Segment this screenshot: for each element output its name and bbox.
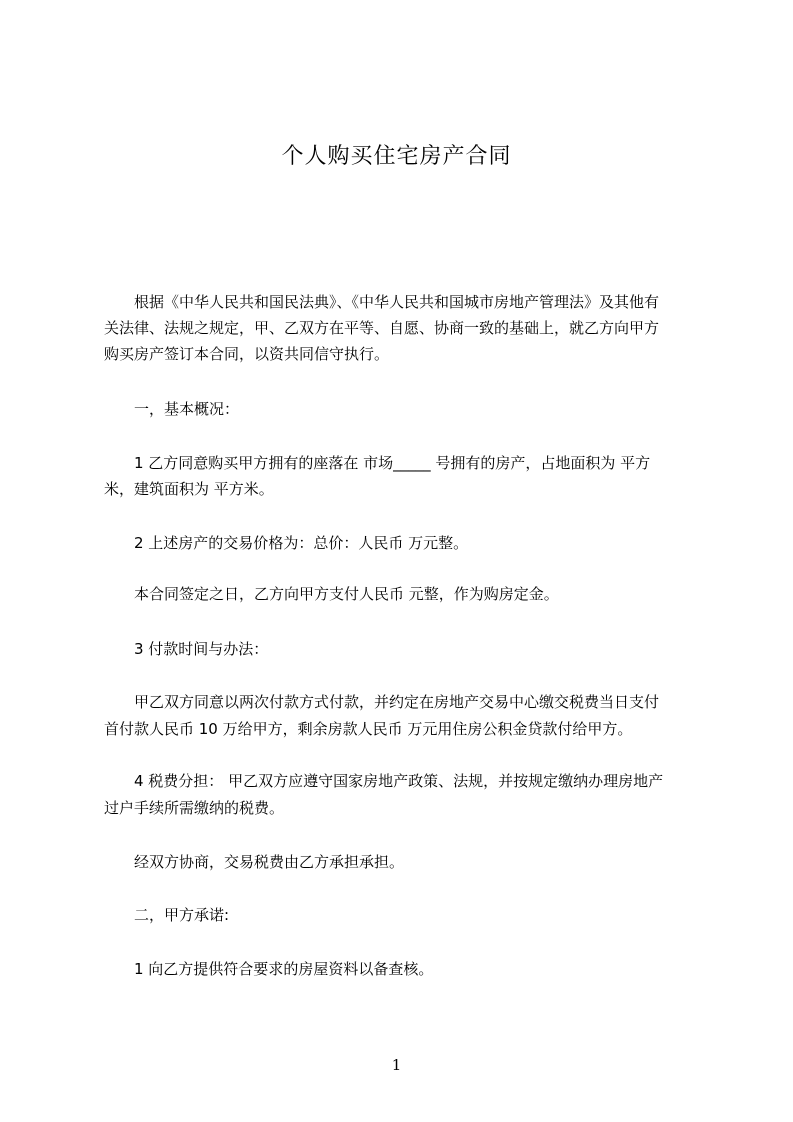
clause-4-line-2: 过户手续所需缴纳的税费。 <box>104 799 285 817</box>
clause-3-line-2: 首付款人民币 10 万给甲方，剩余房款人民币 万元用住房公积金贷款付给甲方。 <box>104 720 633 738</box>
clause-4-line-1: 4 税费分担： 甲乙双方应遵守国家房地产政策、法规，并按规定缴纳办理房地产 <box>104 772 664 790</box>
document-title: 个人购买住宅房产合同 <box>281 144 512 169</box>
clause-2: 2 上述房产的交易价格为：总价：人民币 万元整。 <box>104 534 469 552</box>
page-number: 1 <box>391 1056 402 1074</box>
clause-3-heading: 3 付款时间与办法： <box>104 640 269 658</box>
preamble-line-3: 购买房产签订本合同，以资共同信守执行。 <box>104 345 390 363</box>
clause-3-line-1: 甲乙双方同意以两次付款方式付款，并约定在房地产交易中心缴交税费当日支付 <box>104 693 660 711</box>
deposit-clause: 本合同签定之日，乙方向甲方支付人民币 元整，作为购房定金。 <box>104 585 559 603</box>
preamble-line-1: 根据《中华人民共和国民法典》、《中华人民共和国城市房地产管理法》及其他有 <box>104 293 660 311</box>
preamble-line-2: 关法律、法规之规定，甲、乙双方在平等、自愿、协商一致的基础上，就乙方向甲方 <box>104 319 660 337</box>
section-2-heading: 二，甲方承诺: <box>104 906 230 924</box>
clause-1-line-1: 1 乙方同意购买甲方拥有的座落在 市场_____ 号拥有的房产，占地面积为 平方 <box>104 454 651 472</box>
tax-agreement: 经双方协商，交易税费由乙方承担承担。 <box>104 853 405 871</box>
clause-1-line-2: 米，建筑面积为 平方米。 <box>104 480 274 498</box>
section-1-heading: 一，基本概况： <box>104 400 240 418</box>
promise-1: 1 向乙方提供符合要求的房屋资料以备查核。 <box>104 960 434 978</box>
